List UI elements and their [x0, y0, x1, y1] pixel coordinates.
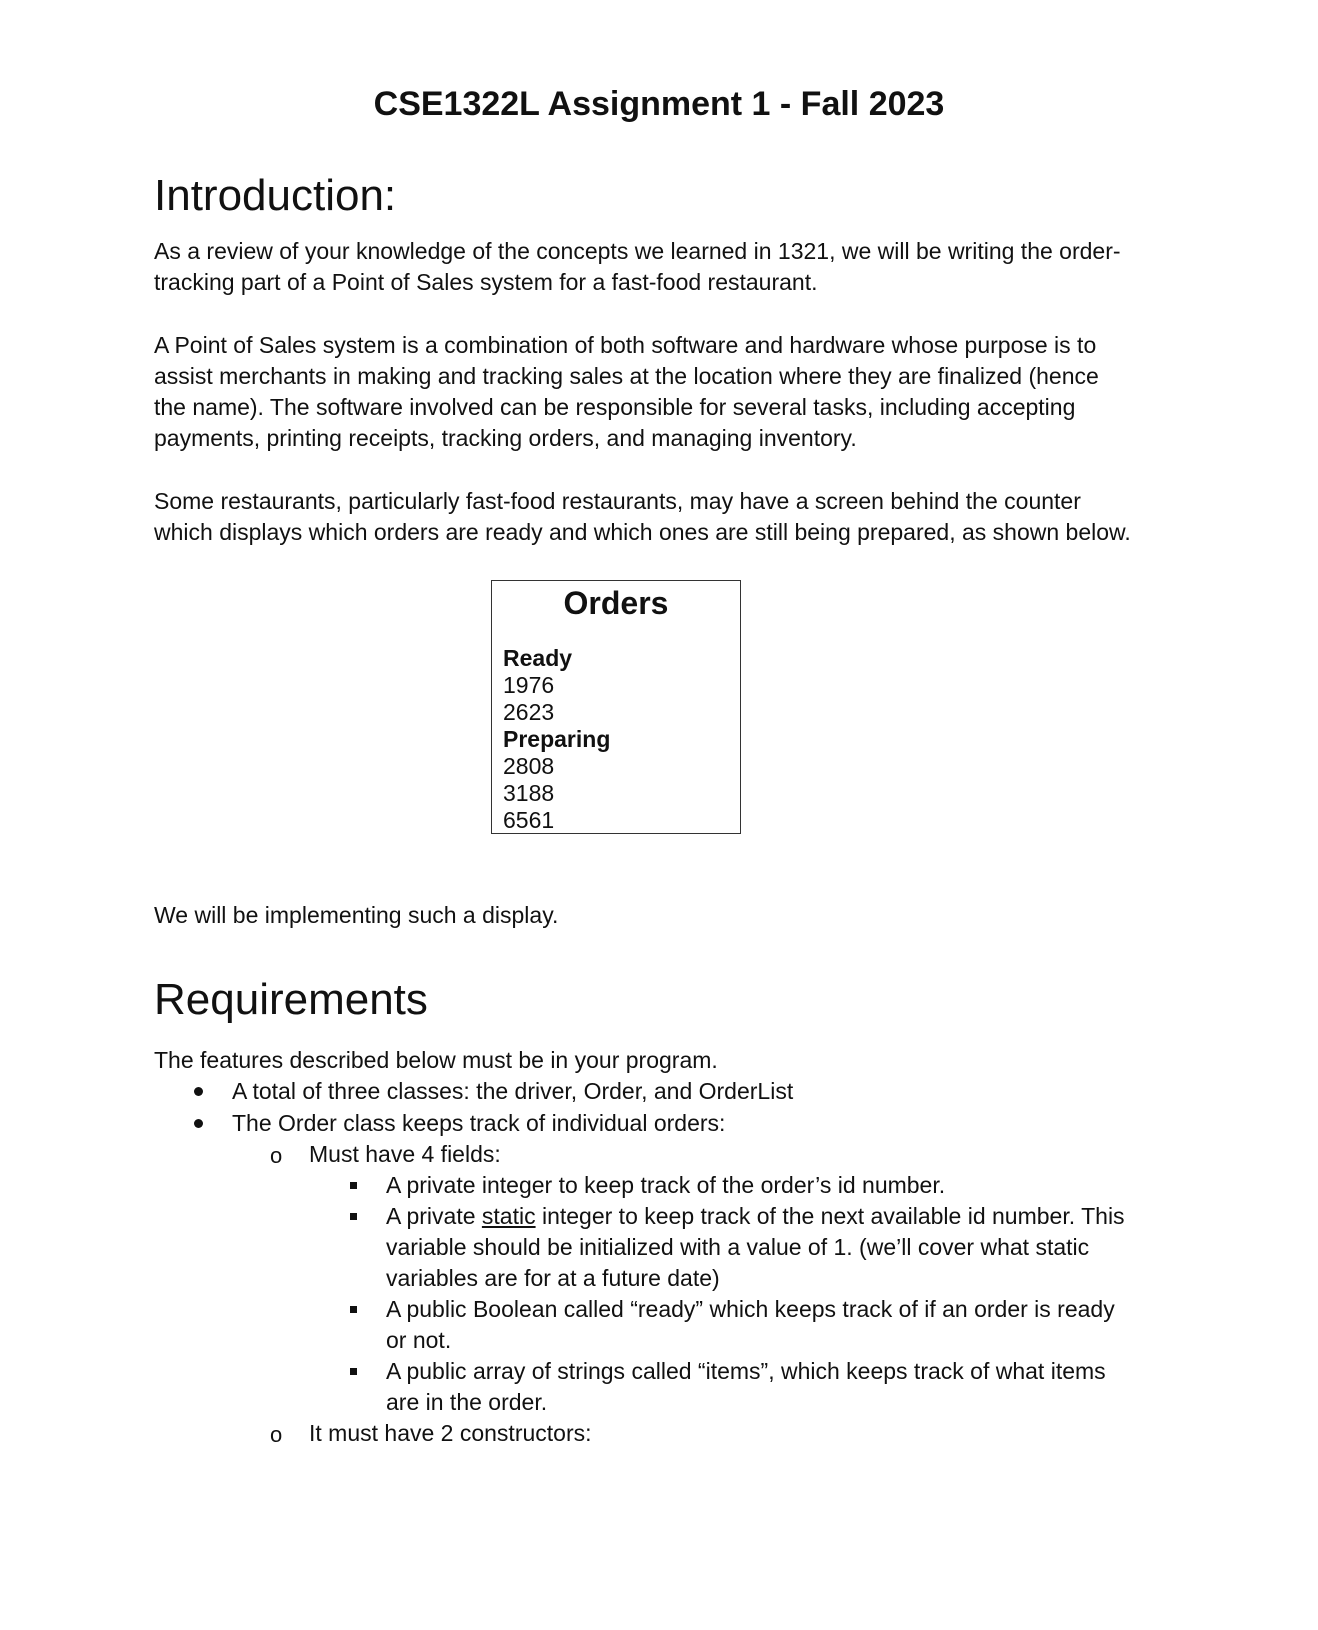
text-line: The features described below must be in your program. — [154, 1047, 718, 1073]
intro-paragraph-2 — [154, 330, 1164, 454]
text-line: the name). The software involved can be responsible for several tasks, including accepting — [154, 394, 1076, 420]
text-line: As a review of your knowledge of the concepts we learned in 1321, we will be writing the order- — [154, 238, 1121, 264]
document-title: CSE1322L Assignment 1 - Fall 2023 — [373, 85, 945, 123]
field-item-items-line2: are in the order. — [386, 1389, 548, 1415]
bullet-dot-icon — [194, 1119, 203, 1128]
preparing-order-number: 3188 — [503, 780, 555, 806]
text-line: payments, printing receipts, tracking orders, and managing inventory. — [154, 425, 857, 451]
intro-closing — [154, 900, 1164, 931]
orders-list — [503, 645, 610, 834]
field-item-static-line2: variable should be initialized with a value of 1. (we’ll cover what static — [386, 1234, 1090, 1260]
bullet-circle-icon: o — [270, 1422, 283, 1447]
field-item-id: A private integer to keep track of the order’s id number. — [386, 1172, 946, 1198]
field-item-static-line3: variables are for at a future date) — [386, 1265, 720, 1291]
preparing-order-number: 2808 — [503, 753, 555, 779]
field-static-suffix: integer to keep track of the next available id number. This — [535, 1203, 1125, 1229]
bullet-square-icon — [350, 1182, 357, 1189]
bullet-square-icon — [350, 1368, 357, 1375]
requirements-intro — [154, 1045, 1164, 1076]
text-line: tracking part of a Point of Sales system for a fast-food restaurant. — [154, 269, 818, 295]
text-line: assist merchants in making and tracking sales at the location where they are finalized (hence — [154, 363, 1099, 389]
field-item-ready-line2: or not. — [386, 1327, 452, 1353]
text-line: We will be implementing such a display. — [154, 902, 559, 928]
field-static-prefix: A private — [386, 1203, 482, 1229]
intro-paragraph-1 — [154, 236, 1164, 298]
intro-paragraph-3 — [154, 486, 1164, 548]
sub-item-fields: Must have 4 fields: — [309, 1141, 501, 1167]
text-line: which displays which orders are ready and which ones are still being prepared, as shown below. — [154, 519, 1131, 545]
orders-display-box — [491, 580, 741, 834]
text-line: A Point of Sales system is a combination of both software and hardware whose purpose is to — [154, 332, 1097, 358]
bullet-square-icon — [350, 1306, 357, 1313]
bullet-item-order-class: The Order class keeps track of individual orders: — [232, 1110, 726, 1136]
field-static-underlined-word: static — [481, 1203, 536, 1229]
preparing-order-number: 6561 — [503, 807, 555, 833]
bullet-dot-icon — [194, 1087, 203, 1096]
field-item-items-line1: A public array of strings called “items”, which keeps track of what items — [386, 1358, 1106, 1384]
field-item-static-line1 — [386, 1201, 1125, 1232]
orders-display-title: Orders — [563, 585, 669, 621]
bullet-square-icon — [350, 1213, 357, 1220]
ready-label: Ready — [503, 645, 573, 671]
preparing-label: Preparing — [503, 726, 611, 752]
sub-item-constructors: It must have 2 constructors: — [309, 1420, 592, 1446]
bullet-circle-icon: o — [270, 1143, 283, 1168]
field-item-ready-line1: A public Boolean called “ready” which keeps track of if an order is ready — [386, 1296, 1115, 1322]
text-line: Some restaurants, particularly fast-food restaurants, may have a screen behind the counter — [154, 488, 1081, 514]
ready-order-number: 1976 — [503, 672, 555, 698]
bullet-item-classes: A total of three classes: the driver, Order, and OrderList — [232, 1078, 794, 1104]
introduction-heading: Introduction: — [154, 171, 397, 220]
requirements-heading: Requirements — [154, 975, 428, 1024]
ready-order-number: 2623 — [503, 699, 555, 725]
